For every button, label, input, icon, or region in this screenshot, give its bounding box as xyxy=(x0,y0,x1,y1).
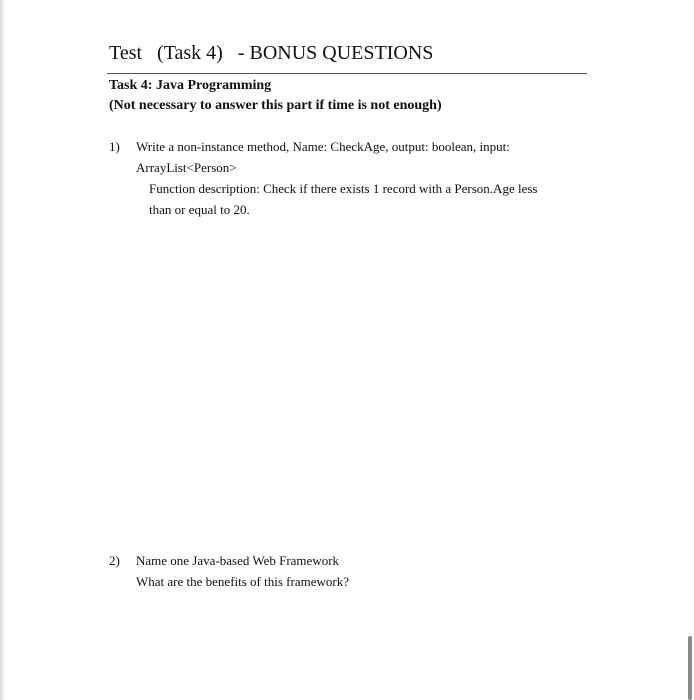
task-heading: Task 4: Java Programming xyxy=(109,78,272,93)
question-1-line-1: Write a non-instance method, Name: CheckAge, output: boolean, input: xyxy=(136,139,510,154)
question-1-number: 1) xyxy=(109,139,120,154)
question-2-line-2: What are the benefits of this framework? xyxy=(136,574,349,589)
question-1-description-1: Function description: Check if there exists 1 record with a Person.Age less xyxy=(149,181,538,196)
vertical-scrollbar[interactable] xyxy=(686,0,694,700)
scrollbar-thumb[interactable] xyxy=(688,636,692,700)
title-divider xyxy=(107,73,587,74)
question-1-line-2: ArrayList<Person> xyxy=(136,160,237,175)
task-note: (Not necessary to answer this part if time is not enough) xyxy=(109,98,442,113)
question-2-line-1: Name one Java-based Web Framework xyxy=(136,553,340,568)
page-title: Test (Task 4) - BONUS QUESTIONS xyxy=(109,42,434,64)
question-1-description-2: than or equal to 20. xyxy=(149,202,250,217)
question-2-number: 2) xyxy=(109,553,120,568)
